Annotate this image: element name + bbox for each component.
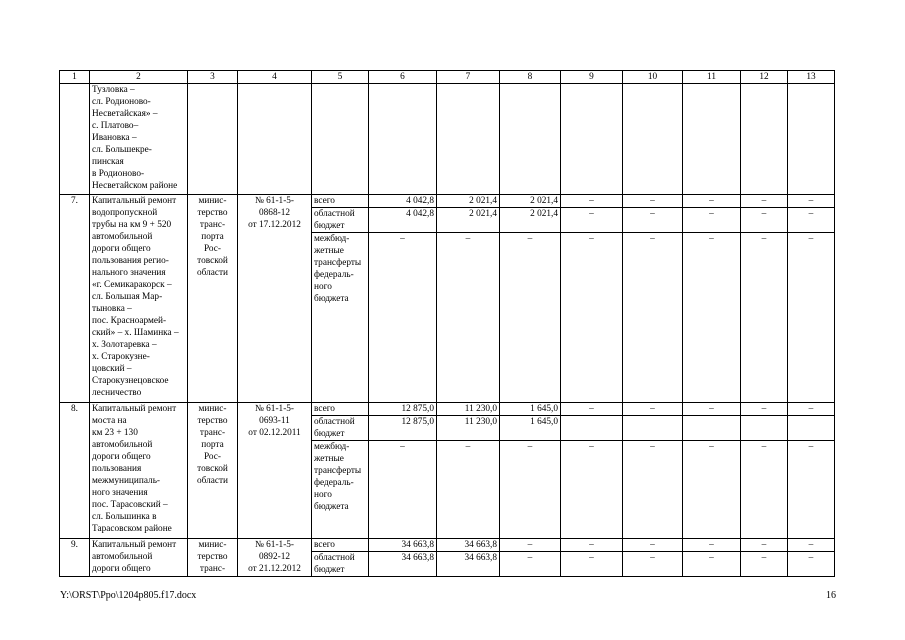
funding-source: межбюд- жетные трансферты федераль- ного бюджета: [314, 234, 362, 304]
table-row: [60, 539, 835, 552]
value-cell: –: [561, 208, 623, 233]
value-cell: –: [788, 208, 835, 233]
object-description: Капитальный ремонт моста на км 23 + 130 автомобильной дороги общего пользования межмуниципаль- ного значения пос. Тарасовский – сл. Большинка в Тарасовском районе: [92, 404, 177, 534]
value-cell: –: [623, 403, 683, 416]
header-cell: 6: [369, 71, 437, 84]
value-cell: 1 645,0: [500, 403, 561, 416]
value-cell: –: [437, 233, 500, 403]
object-description: Капитальный ремонт водопропускной трубы на км 9 + 520 автомобильной дороги общего пользования регио- нального значения «г. Семикаракорск – сл. Большая Мар- тыновка – пос. Красноармей- ский» – х. Шаминка – х. Золотаревка – х. Старокузне- цовский – Старокузнецовское лесничество: [92, 196, 179, 398]
funding-source: всего: [314, 404, 335, 414]
row-number: 8.: [60, 403, 90, 539]
header-cell: 8: [500, 71, 561, 84]
funding-source: областной бюджет: [314, 209, 355, 231]
value-cell: –: [683, 195, 741, 208]
value-cell: 12 875,0: [369, 403, 437, 416]
value-cell: 2 021,4: [500, 195, 561, 208]
value-cell: –: [683, 552, 741, 577]
value-cell: –: [561, 552, 623, 577]
responsible-org: минис- терство транс- порта Рос- товской области: [196, 404, 229, 486]
value-cell: [683, 416, 741, 441]
value-cell: –: [741, 233, 788, 403]
value-cell: –: [741, 552, 788, 577]
value-cell: –: [788, 441, 835, 539]
value-cell: –: [500, 441, 561, 539]
column-number-header: [60, 71, 835, 84]
value-cell: –: [788, 539, 835, 552]
value-cell: –: [623, 552, 683, 577]
value-cell: –: [561, 539, 623, 552]
table-row-continuation: [60, 84, 835, 195]
value-cell: –: [683, 233, 741, 403]
value-cell: –: [437, 441, 500, 539]
header-cell: 5: [312, 71, 369, 84]
expertise-conclusion: № 61-1-5- 0868-12 от 17.12.2012: [248, 196, 301, 230]
value-cell: –: [683, 441, 741, 539]
value-cell: –: [683, 403, 741, 416]
value-cell: 34 663,8: [369, 539, 437, 552]
object-description: Тузловка – сл. Родионово- Несветайская» – с. Платово– Ивановка – сл. Большекре- пинская в Родионово- Несветайском районе: [92, 85, 178, 191]
value-cell: –: [561, 441, 623, 539]
value-cell: 4 042,8: [369, 208, 437, 233]
funding-source: межбюд- жетные трансферты федераль- ного бюджета: [314, 442, 362, 512]
header-cell: 10: [623, 71, 683, 84]
value-cell: –: [788, 195, 835, 208]
header-cell: 9: [561, 71, 623, 84]
value-cell: –: [741, 195, 788, 208]
header-cell: 2: [90, 71, 188, 84]
value-cell: [741, 416, 788, 441]
value-cell: 34 663,8: [437, 539, 500, 552]
table-row: [60, 195, 835, 208]
funding-source: областной бюджет: [314, 553, 355, 575]
value-cell: –: [561, 195, 623, 208]
value-cell: 34 663,8: [369, 552, 437, 577]
header-cell: 13: [788, 71, 835, 84]
funding-source: всего: [314, 196, 335, 206]
value-cell: 4 042,8: [369, 195, 437, 208]
value-cell: –: [500, 552, 561, 577]
budget-table: [59, 70, 835, 577]
value-cell: [788, 416, 835, 441]
expertise-conclusion: № 61-1-5- 0892-12 от 21.12.2012: [248, 540, 301, 574]
value-cell: –: [683, 208, 741, 233]
value-cell: 2 021,4: [437, 195, 500, 208]
value-cell: 11 230,0: [437, 403, 500, 416]
value-cell: 1 645,0: [500, 416, 561, 441]
value-cell: –: [500, 233, 561, 403]
value-cell: –: [788, 233, 835, 403]
value-cell: –: [623, 441, 683, 539]
table-row: [60, 403, 835, 416]
value-cell: 2 021,4: [500, 208, 561, 233]
footer-file-path: Y:\ORST\Ppo\1204p805.f17.docx: [60, 590, 197, 601]
header-cell: 4: [238, 71, 312, 84]
responsible-org: минис- терство транс-: [197, 540, 228, 574]
value-cell: –: [683, 539, 741, 552]
value-cell: –: [623, 539, 683, 552]
value-cell: –: [500, 539, 561, 552]
value-cell: –: [741, 441, 788, 539]
page-number: 16: [826, 590, 836, 601]
row-number: 7.: [60, 195, 90, 403]
funding-source: областной бюджет: [314, 417, 355, 439]
value-cell: –: [788, 552, 835, 577]
value-cell: –: [741, 539, 788, 552]
value-cell: 12 875,0: [369, 416, 437, 441]
value-cell: –: [788, 403, 835, 416]
value-cell: [561, 416, 623, 441]
value-cell: 11 230,0: [437, 416, 500, 441]
value-cell: –: [623, 233, 683, 403]
value-cell: –: [561, 403, 623, 416]
object-description: Капитальный ремонт автомобильной дороги общего: [92, 540, 177, 574]
row-number-cell: [60, 84, 90, 195]
header-cell: 1: [60, 71, 90, 84]
funding-source: всего: [314, 540, 335, 550]
value-cell: –: [623, 208, 683, 233]
value-cell: –: [561, 233, 623, 403]
header-cell: 11: [683, 71, 741, 84]
value-cell: –: [741, 208, 788, 233]
header-cell: 12: [741, 71, 788, 84]
value-cell: –: [369, 233, 437, 403]
expertise-conclusion: № 61-1-5- 0693-11 от 02.12.2011: [248, 404, 301, 438]
value-cell: 2 021,4: [437, 208, 500, 233]
header-cell: 3: [188, 71, 238, 84]
value-cell: [623, 416, 683, 441]
value-cell: –: [369, 441, 437, 539]
responsible-org: минис- терство транс- порта Рос- товской области: [196, 196, 229, 278]
value-cell: 34 663,8: [437, 552, 500, 577]
value-cell: –: [741, 403, 788, 416]
value-cell: –: [623, 195, 683, 208]
row-number: 9.: [60, 539, 90, 577]
header-cell: 7: [437, 71, 500, 84]
